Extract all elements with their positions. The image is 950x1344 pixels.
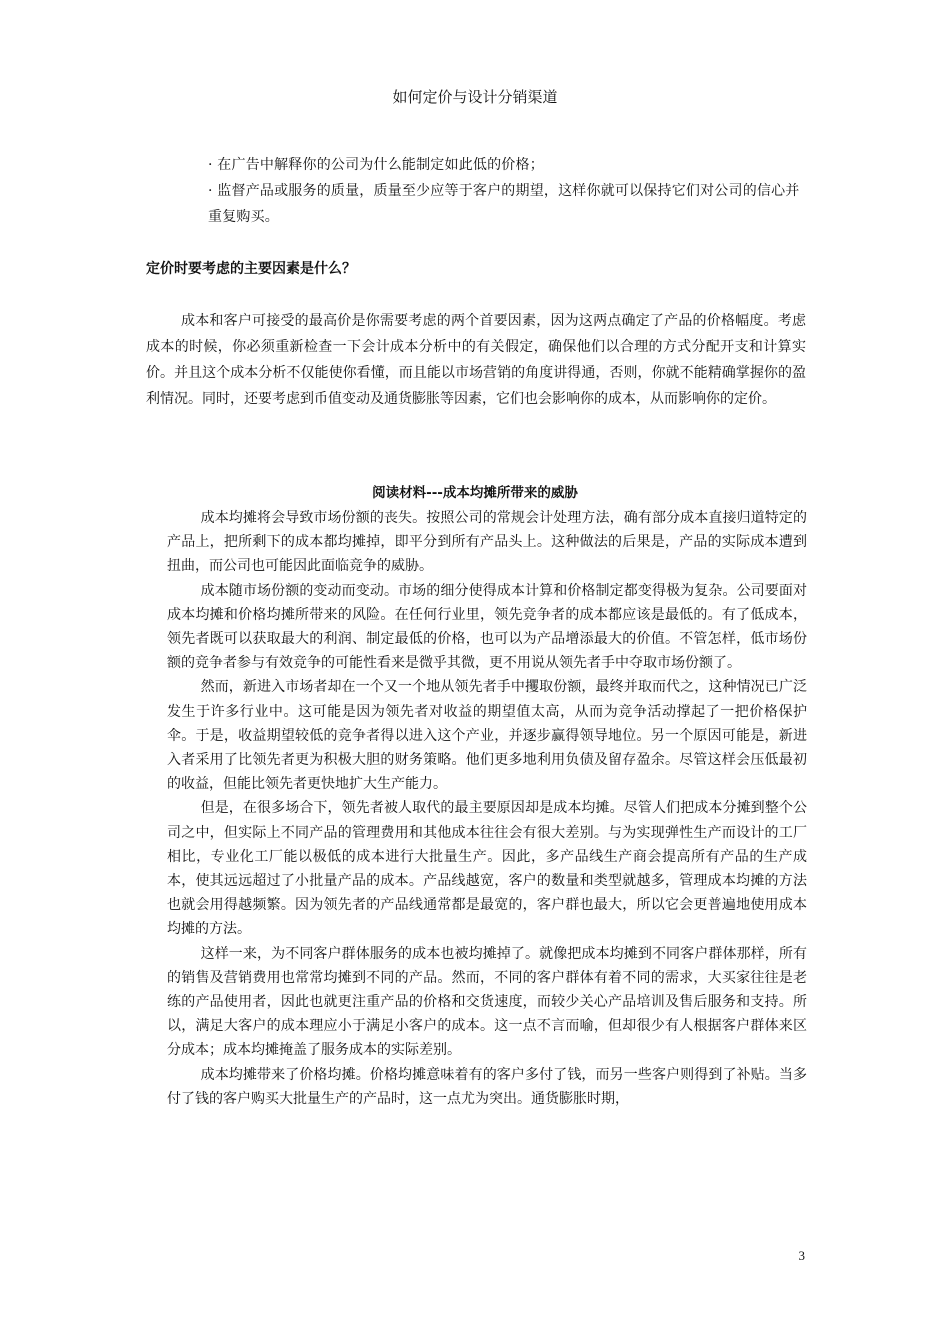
reading-paragraph: 成本均摊带来了价格均摊。价格均摊意味着有的客户多付了钱，而另一些客户则得到了补贴。当多付了钱的客户购买大批量生产的产品时，这一点尤为突出。通货膨胀时期， — [167, 1066, 807, 1107]
bullet-list — [208, 152, 808, 230]
reading-title-prefix: 阅读材料 — [372, 485, 427, 501]
reading-paragraph: 但是，在很多场合下，领先者被人取代的最主要原因却是成本均摊。尽管人们把成本分摊到整个公司之中，但实际上不同产品的管理费用和其他成本往往会有很大差别。与为实现弹性生产而设计的工厂相比，专业化工厂能以极低的成本进行大批量生产。因此，多产品线生产商会提高所有产品的生产成本，使其远远超过了小批量产品的成本。产品线越宽，客户的数量和类型就越多，管理成本均摊的方法也就会用得越频繁。因为领先者的产品线通常都是最宽的，客户群也最大，所以它会更普遍地使用成本均摊的方法。 — [167, 800, 807, 938]
page-header-title: 如何定价与设计分销渠道 — [392, 88, 558, 106]
reading-paragraph: 然而，新进入市场者却在一个又一个地从领先者手中攫取份额，最终并取而代之，这种情况已广泛发生于许多行业中。这可能是因为领先者对收益的期望值太高，从而为竞争活动撑起了一把价格保护伞。于是，收益期望较低的竞争者得以进入这个产业，并逐步赢得领导地位。另一个原因可能是，新进入者采用了比领先者更为积极大胆的财务策略。他们更多地利用负债及留存盈余。尽管这样会压低最初的收益，但能比领先者更快地扩大生产能力。 — [167, 679, 807, 793]
reading-title-main: ---成本均摊所带来的威胁 — [426, 485, 578, 501]
reading-paragraph: 这样一来，为不同客户群体服务的成本也被均摊掉了。就像把成本均摊到不同客户群体那样，所有的销售及营销费用也常常均摊到不同的产品。然而，不同的客户群体有着不同的需求，大买家往往是老练的产品使用者，因此也就更注重产品的价格和交货速度，而较少关心产品培训及售后服务和支持。所以，满足大客户的成本理应小于满足小客户的成本。这一点不言而喻，但却很少有人根据客户群体来区分成本；成本均摊掩盖了服务成本的实际差别。 — [167, 945, 807, 1059]
bullet-item: · 在广告中解释你的公司为什么能制定如此低的价格； — [208, 157, 544, 173]
reading-material-title — [0, 482, 950, 504]
bullet-item: · 监督产品或服务的质量，质量至少应等于客户的期望，这样你就可以保持它们对公司的信心并重复购买。 — [208, 183, 800, 225]
reading-material-body — [167, 506, 807, 1111]
reading-paragraph: 成本均摊将会导致市场份额的丧失。按照公司的常规会计处理方法，确有部分成本直接归道特定的产品上，把所剩下的成本都均摊掉，即平分到所有产品头上。这种做法的后果是，产品的实际成本遭到扭曲，而公司也可能因此面临竞争的威胁。 — [167, 510, 807, 575]
section-body — [146, 308, 806, 412]
body-paragraph: 成本和客户可接受的最高价是你需要考虑的两个首要因素，因为这两点确定了产品的价格幅度。考虑成本的时候，你必须重新检查一下会计成本分析中的有关假定，确保他们以合理的方式分配开支和计算实价。并且这个成本分析不仅能使你看懂，而且能以市场营销的角度讲得通，否则，你就不能精确掌握你的盈利情况。同时，还要考虑到币值变动及通货膨胀等因素，它们也会影响你的成本，从而影响你的定价。 — [146, 313, 806, 407]
section-heading: 定价时要考虑的主要因素是什么？ — [146, 261, 356, 277]
page-number: 3 — [798, 1248, 805, 1263]
reading-paragraph: 成本随市场份额的变动而变动。市场的细分使得成本计算和价格制定都变得极为复杂。公司要面对成本均摊和价格均摊所带来的风险。在任何行业里，领先竞争者的成本都应该是最低的。有了低成本，领先者既可以获取最大的利润、制定最低的价格，也可以为产品增添最大的价值。不管怎样，低市场份额的竞争者参与有效竞争的可能性看来是微乎其微，更不用说从领先者手中夺取市场份额了。 — [167, 582, 807, 672]
